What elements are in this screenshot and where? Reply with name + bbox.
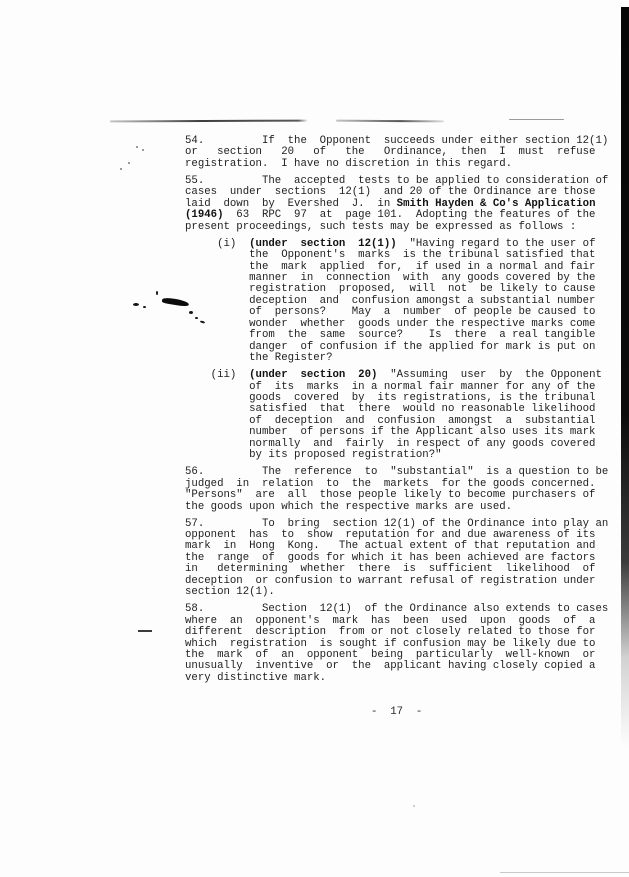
text-line: 56. The reference to "substantial" is a question to be [185,466,609,479]
text-line: 57. To bring section 12(1) of the Ordinance into play an [185,517,609,530]
text-line: the Opponent's marks is the tribunal satisfied that [185,249,596,262]
text-line: which registration is sought if confusion may be likely due to [185,637,596,650]
text-line: from the same source? Is there a real tangible [185,329,596,342]
ink-dot [133,303,139,306]
text-line: registration. I have no discretion in this regard. [185,157,513,170]
text-line: registration proposed, will not be likely to cause [185,283,596,296]
speckle [142,149,144,151]
text-line: judged in relation to the markets for the goods concerned. [185,477,596,490]
text-line: or section 20 of the Ordinance, then I must refuse [185,146,596,159]
text-line: (1946) 63 RPC 97 at page 101. Adopting the features of the [185,209,596,222]
top-rule-segment-right [509,119,564,120]
page-number: - 17 - [185,706,423,719]
text-line: opponent has to show reputation for and due awareness of its [185,529,596,541]
speckle [413,805,415,807]
speckle [136,146,138,148]
text-line: very distinctive mark. [185,671,327,684]
text-line: of persons? May a number of people be caused to [185,306,596,319]
text-line: the Register? [185,352,333,365]
text-line: the range of goods for which it has been achieved are factors [185,551,596,564]
text-line: the mark applied for, if used in a normal and fair [185,260,596,273]
ink-dot [143,306,146,308]
text-line: deception and confusion amongst a substantial number [185,294,596,307]
text-line: wonder whether goods under the respective marks come [185,317,596,330]
text-line: mark in Hong Kong. The actual extent of that reputation and [185,540,596,553]
top-rule-segment-left [110,120,308,122]
text-line: laid down by Evershed J. in Smith Hayden & Co's Application [185,197,596,210]
text-line: in determining whether there is sufficient likelihood of [185,563,596,576]
text-line: deception or confusion to warrant refusal of registration under [185,574,596,587]
text-line: 58. Section 12(1) of the Ordinance also extends to cases [185,603,609,616]
speckle [128,162,130,164]
text-line: by its proposed registration?" [185,449,442,462]
top-rule-segment-middle [336,120,444,122]
list-item-i [185,239,608,365]
paragraph-55 [185,176,608,233]
document-body [185,136,608,719]
paragraph-58 [185,604,608,684]
text-line: the goods upon which the respective marks are used. [185,500,513,513]
paragraph-57 [185,519,608,599]
ink-tick [156,291,158,295]
text-line: "Persons" are all those people likely to become purchasers of [185,489,596,502]
text-line: satisfied that there would no reasonable likelihood [185,403,596,416]
speckle [120,168,122,170]
text-line: unusually inventive or the applicant having closely copied a [185,660,596,673]
text-line: the mark of an opponent being particularly well-known or [185,649,596,662]
text-line: 55. The accepted tests to be applied to consideration of [185,174,609,187]
text-line: (i) (under section 12(1)) "Having regard to the user of [185,237,596,250]
text-line: where an opponent's mark has been used upon goods of a [185,614,596,627]
bottom-scan-line [500,872,629,873]
list-item-ii [185,370,608,462]
text-line: of its marks in a normal fair manner for any of the [185,380,596,393]
text-line: danger of confusion if the applied for mark is put on [185,340,596,353]
text-line: present proceedings, such tests may be expressed as follows : [185,220,577,233]
paragraph-54 [185,136,608,170]
text-line: manner in connection with any goods covered by the [185,271,596,284]
text-line: cases under sections 12(1) and 20 of the Ordinance are those [185,186,596,199]
text-line: 54. If the Opponent succeeds under either section 12(1) [185,135,609,147]
text-line: goods covered by its registrations, is the tribunal [185,392,596,405]
text-line: (ii) (under section 20) "Assuming user by the Opponent [185,369,602,382]
text-line: section 12(1). [185,586,275,599]
text-line: of deception and confusion amongst a substantial [185,414,596,427]
text-line: number of persons if the Applicant also uses its mark [185,426,596,439]
text-line: normally and fairly in respect of any goods covered [185,437,596,450]
paragraph-56 [185,467,608,513]
pen-dash [138,630,152,632]
text-line: different description from or not closely related to those for [185,626,596,639]
scanner-edge-strip [621,7,629,747]
